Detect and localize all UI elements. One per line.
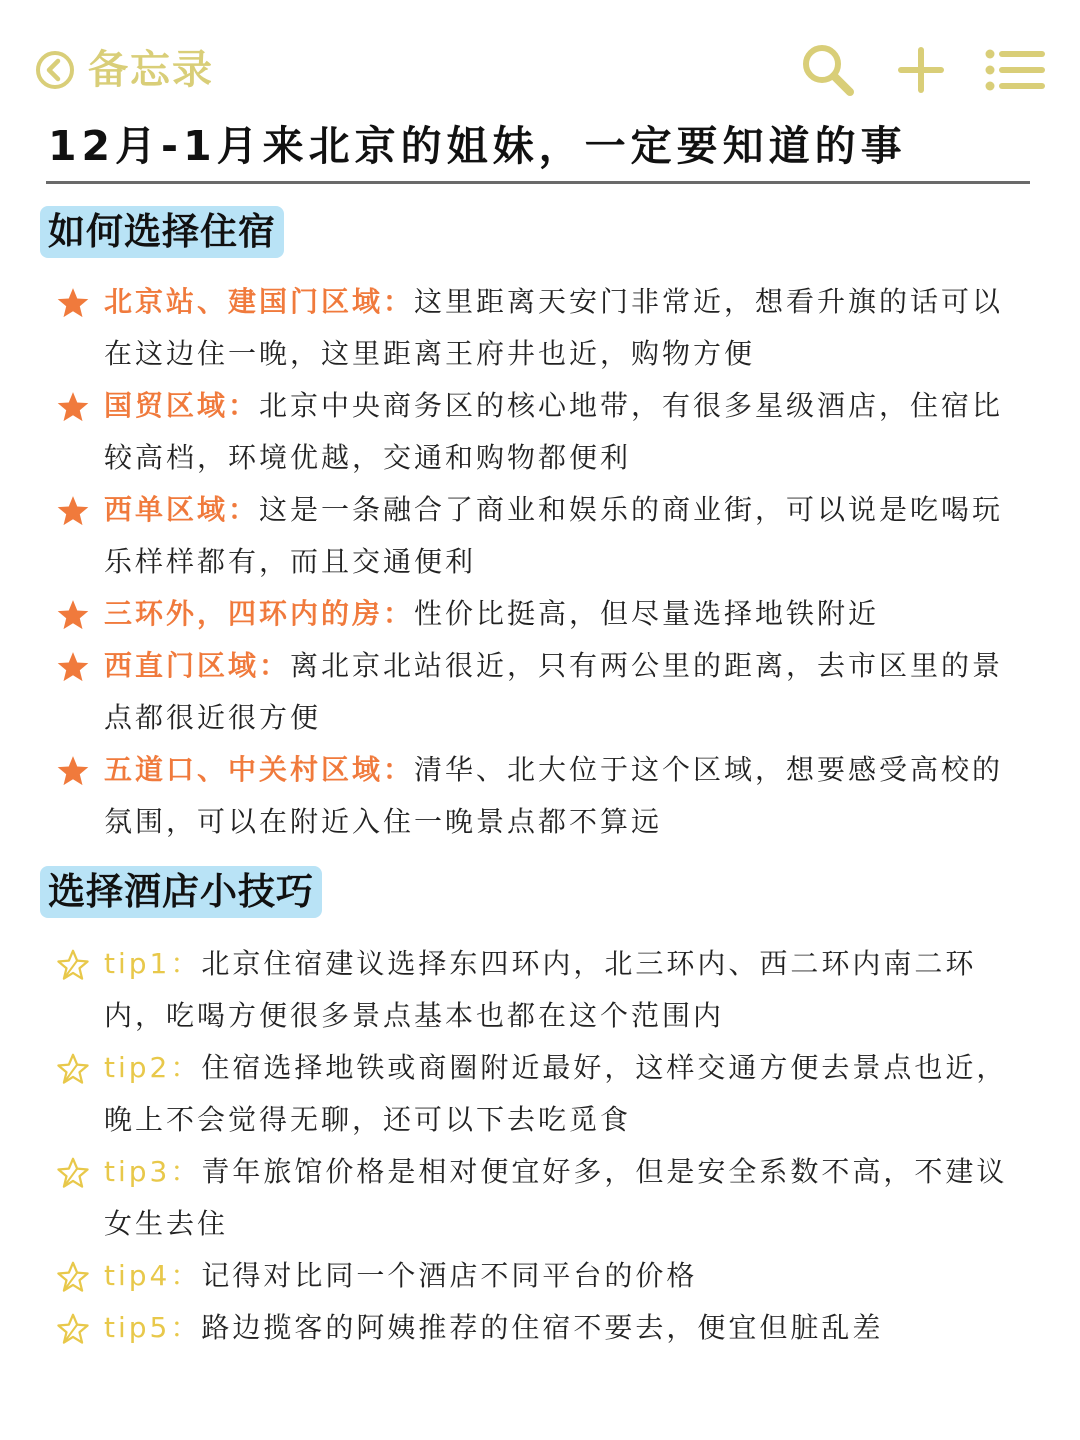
star-icon: [56, 494, 90, 528]
star-outline-icon: [56, 1052, 90, 1086]
list-item: tip2：住宿选择地铁或商圈附近最好，这样交通方便去景点也近，晚上不会觉得无聊，还可以下去吃觅食: [54, 1042, 1034, 1146]
list-item: tip1：北京住宿建议选择东四环内，北三环内、西二环内南二环内，吃喝方便很多景点基本也都在这个范围内: [54, 938, 1034, 1042]
top-bar: [0, 30, 1080, 110]
plus-icon[interactable]: [896, 45, 946, 95]
star-icon: [56, 754, 90, 788]
list-item: 西单区域：这是一条融合了商业和娱乐的商业街，可以说是吃喝玩乐样样都有，而且交通便利: [54, 484, 1034, 588]
star-icon: [56, 650, 90, 684]
star-icon: [56, 598, 90, 632]
accommodation-list: [54, 276, 1034, 848]
list-item: 五道口、中关村区域：清华、北大位于这个区域，想要感受高校的氛围，可以在附近入住一晚景点都不算远: [54, 744, 1034, 848]
back-label: 备忘录: [88, 47, 214, 93]
title-divider: [46, 181, 1030, 184]
star-outline-icon: [56, 1156, 90, 1190]
star-icon: [56, 390, 90, 424]
hotel-tips-list: [54, 938, 1034, 1354]
toolbar: [798, 40, 1046, 100]
star-outline-icon: [56, 948, 90, 982]
section-heading-hotel-tips: 选择酒店小技巧: [40, 866, 322, 918]
search-icon[interactable]: [798, 40, 858, 100]
list-item: 北京站、建国门区域：这里距离天安门非常近，想看升旗的话可以在这边住一晚，这里距离王府井也近，购物方便: [54, 276, 1034, 380]
page-title: 12月-1月来北京的姐妹，一定要知道的事: [48, 122, 907, 170]
back-icon: [34, 49, 76, 91]
section-heading-accommodation: 如何选择住宿: [40, 206, 284, 258]
list-item: 国贸区域：北京中央商务区的核心地带，有很多星级酒店，住宿比较高档，环境优越，交通和购物都便利: [54, 380, 1034, 484]
star-outline-icon: [56, 1260, 90, 1294]
list-item: tip3：青年旅馆价格是相对便宜好多，但是安全系数不高，不建议女生去住: [54, 1146, 1034, 1250]
star-outline-icon: [56, 1312, 90, 1346]
list-item: tip4：记得对比同一个酒店不同平台的价格: [54, 1250, 1034, 1302]
list-icon[interactable]: [984, 45, 1046, 95]
list-item: 三环外，四环内的房：性价比挺高，但尽量选择地铁附近: [54, 588, 1034, 640]
star-icon: [56, 286, 90, 320]
list-item: tip5：路边揽客的阿姨推荐的住宿不要去，便宜但脏乱差: [54, 1302, 1034, 1354]
list-item: 西直门区域：离北京北站很近，只有两公里的距离，去市区里的景点都很近很方便: [54, 640, 1034, 744]
back-button[interactable]: [34, 47, 214, 93]
